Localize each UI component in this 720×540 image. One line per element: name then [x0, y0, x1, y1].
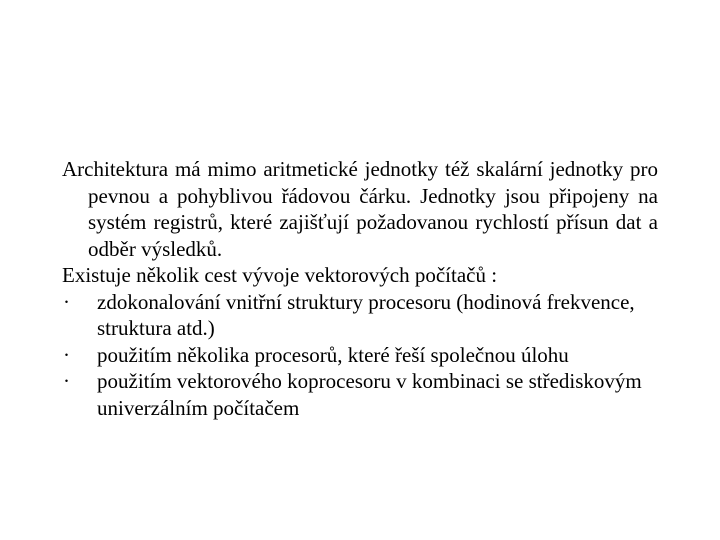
list-item — [62, 289, 658, 342]
bullet-dot-icon: · — [63, 342, 70, 367]
bullet-text: zdokonalování vnitřní struktury procesoru (hodinová frekvence, struktura atd.) — [97, 289, 635, 340]
bullet-dot-icon: · — [63, 369, 70, 393]
list-item — [62, 342, 658, 369]
slide-body — [62, 156, 658, 421]
paragraph-architecture: Architektura má mimo aritmetické jednotky též skalární jednotky pro pevnou a pohyblivou řádovou čárku. Jednotky jsou připojeny na systém registrů, které zajišťují požadovanou rychlostí přísun dat a odběr výsledků. — [62, 157, 658, 261]
bullet-text: použitím vektorového koprocesoru v kombinaci se střediskovým univerzálním počítačem — [97, 369, 642, 420]
bullet-text: použitím několika procesorů, které řeší společnou úlohu — [97, 342, 569, 367]
list-item — [62, 368, 658, 421]
paragraph-development-paths: Existuje několik cest vývoje vektorových počítačů : — [62, 263, 498, 287]
bullet-dot-icon: · — [63, 289, 70, 314]
